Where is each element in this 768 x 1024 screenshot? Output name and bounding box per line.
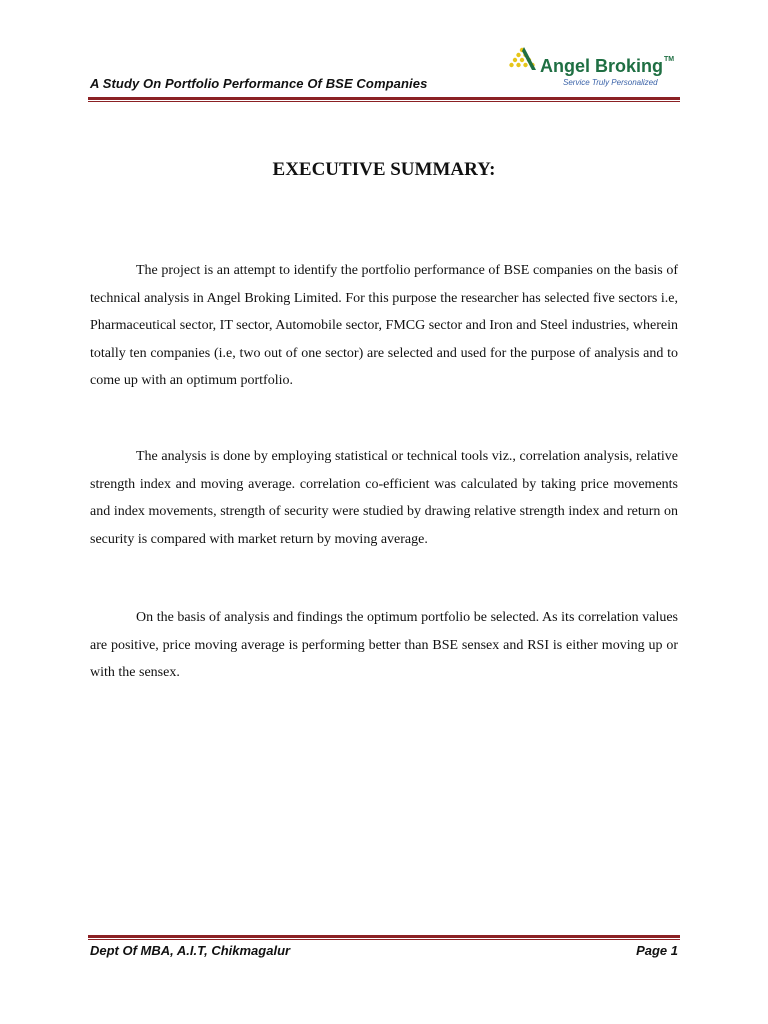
page-title: EXECUTIVE SUMMARY: xyxy=(272,159,496,180)
summary-paragraph-3: On the basis of analysis and findings the optimum portfolio be selected. As its correlation values are positive, price moving average is performing better than BSE sensex and RSI is either moving up or with the sensex. xyxy=(90,610,678,680)
header-title: A Study On Portfolio Performance Of BSE Companies xyxy=(90,76,428,91)
logo-trademark: TM xyxy=(664,56,675,63)
angel-broking-logo xyxy=(506,44,678,92)
footer-divider xyxy=(88,935,680,940)
summary-paragraph-2: The analysis is done by employing statistical or technical tools viz., correlation analysis, relative strength index and moving average. correlation co-efficient was calculated by taking price movements and index movements, strength of security were studied by drawing relative strength index and return on security is compared with market return by moving average. xyxy=(90,449,678,547)
pyramid-logo-icon xyxy=(506,44,540,78)
header-divider xyxy=(88,97,680,102)
summary-paragraph-1: The project is an attempt to identify the portfolio performance of BSE companies on the basis of technical analysis in Angel Broking Limited. For this purpose the researcher has selected five sectors i.e, Pharmaceutical sector, IT sector, Automobile sector, FMCG sector and Iron and Steel industries, wherein totally ten companies (i.e, two out of one sector) are selected and used for the purpose of analysis and to come up with an optimum portfolio. xyxy=(90,263,678,388)
footer-department: Dept Of MBA, A.I.T, Chikmagalur xyxy=(90,943,291,958)
logo-name xyxy=(540,56,674,77)
logo-name-text: Angel Broking xyxy=(540,56,664,76)
page-header xyxy=(88,40,680,100)
page-number: Page 1 xyxy=(636,943,678,958)
logo-tagline: Service Truly Personalized xyxy=(563,78,658,87)
